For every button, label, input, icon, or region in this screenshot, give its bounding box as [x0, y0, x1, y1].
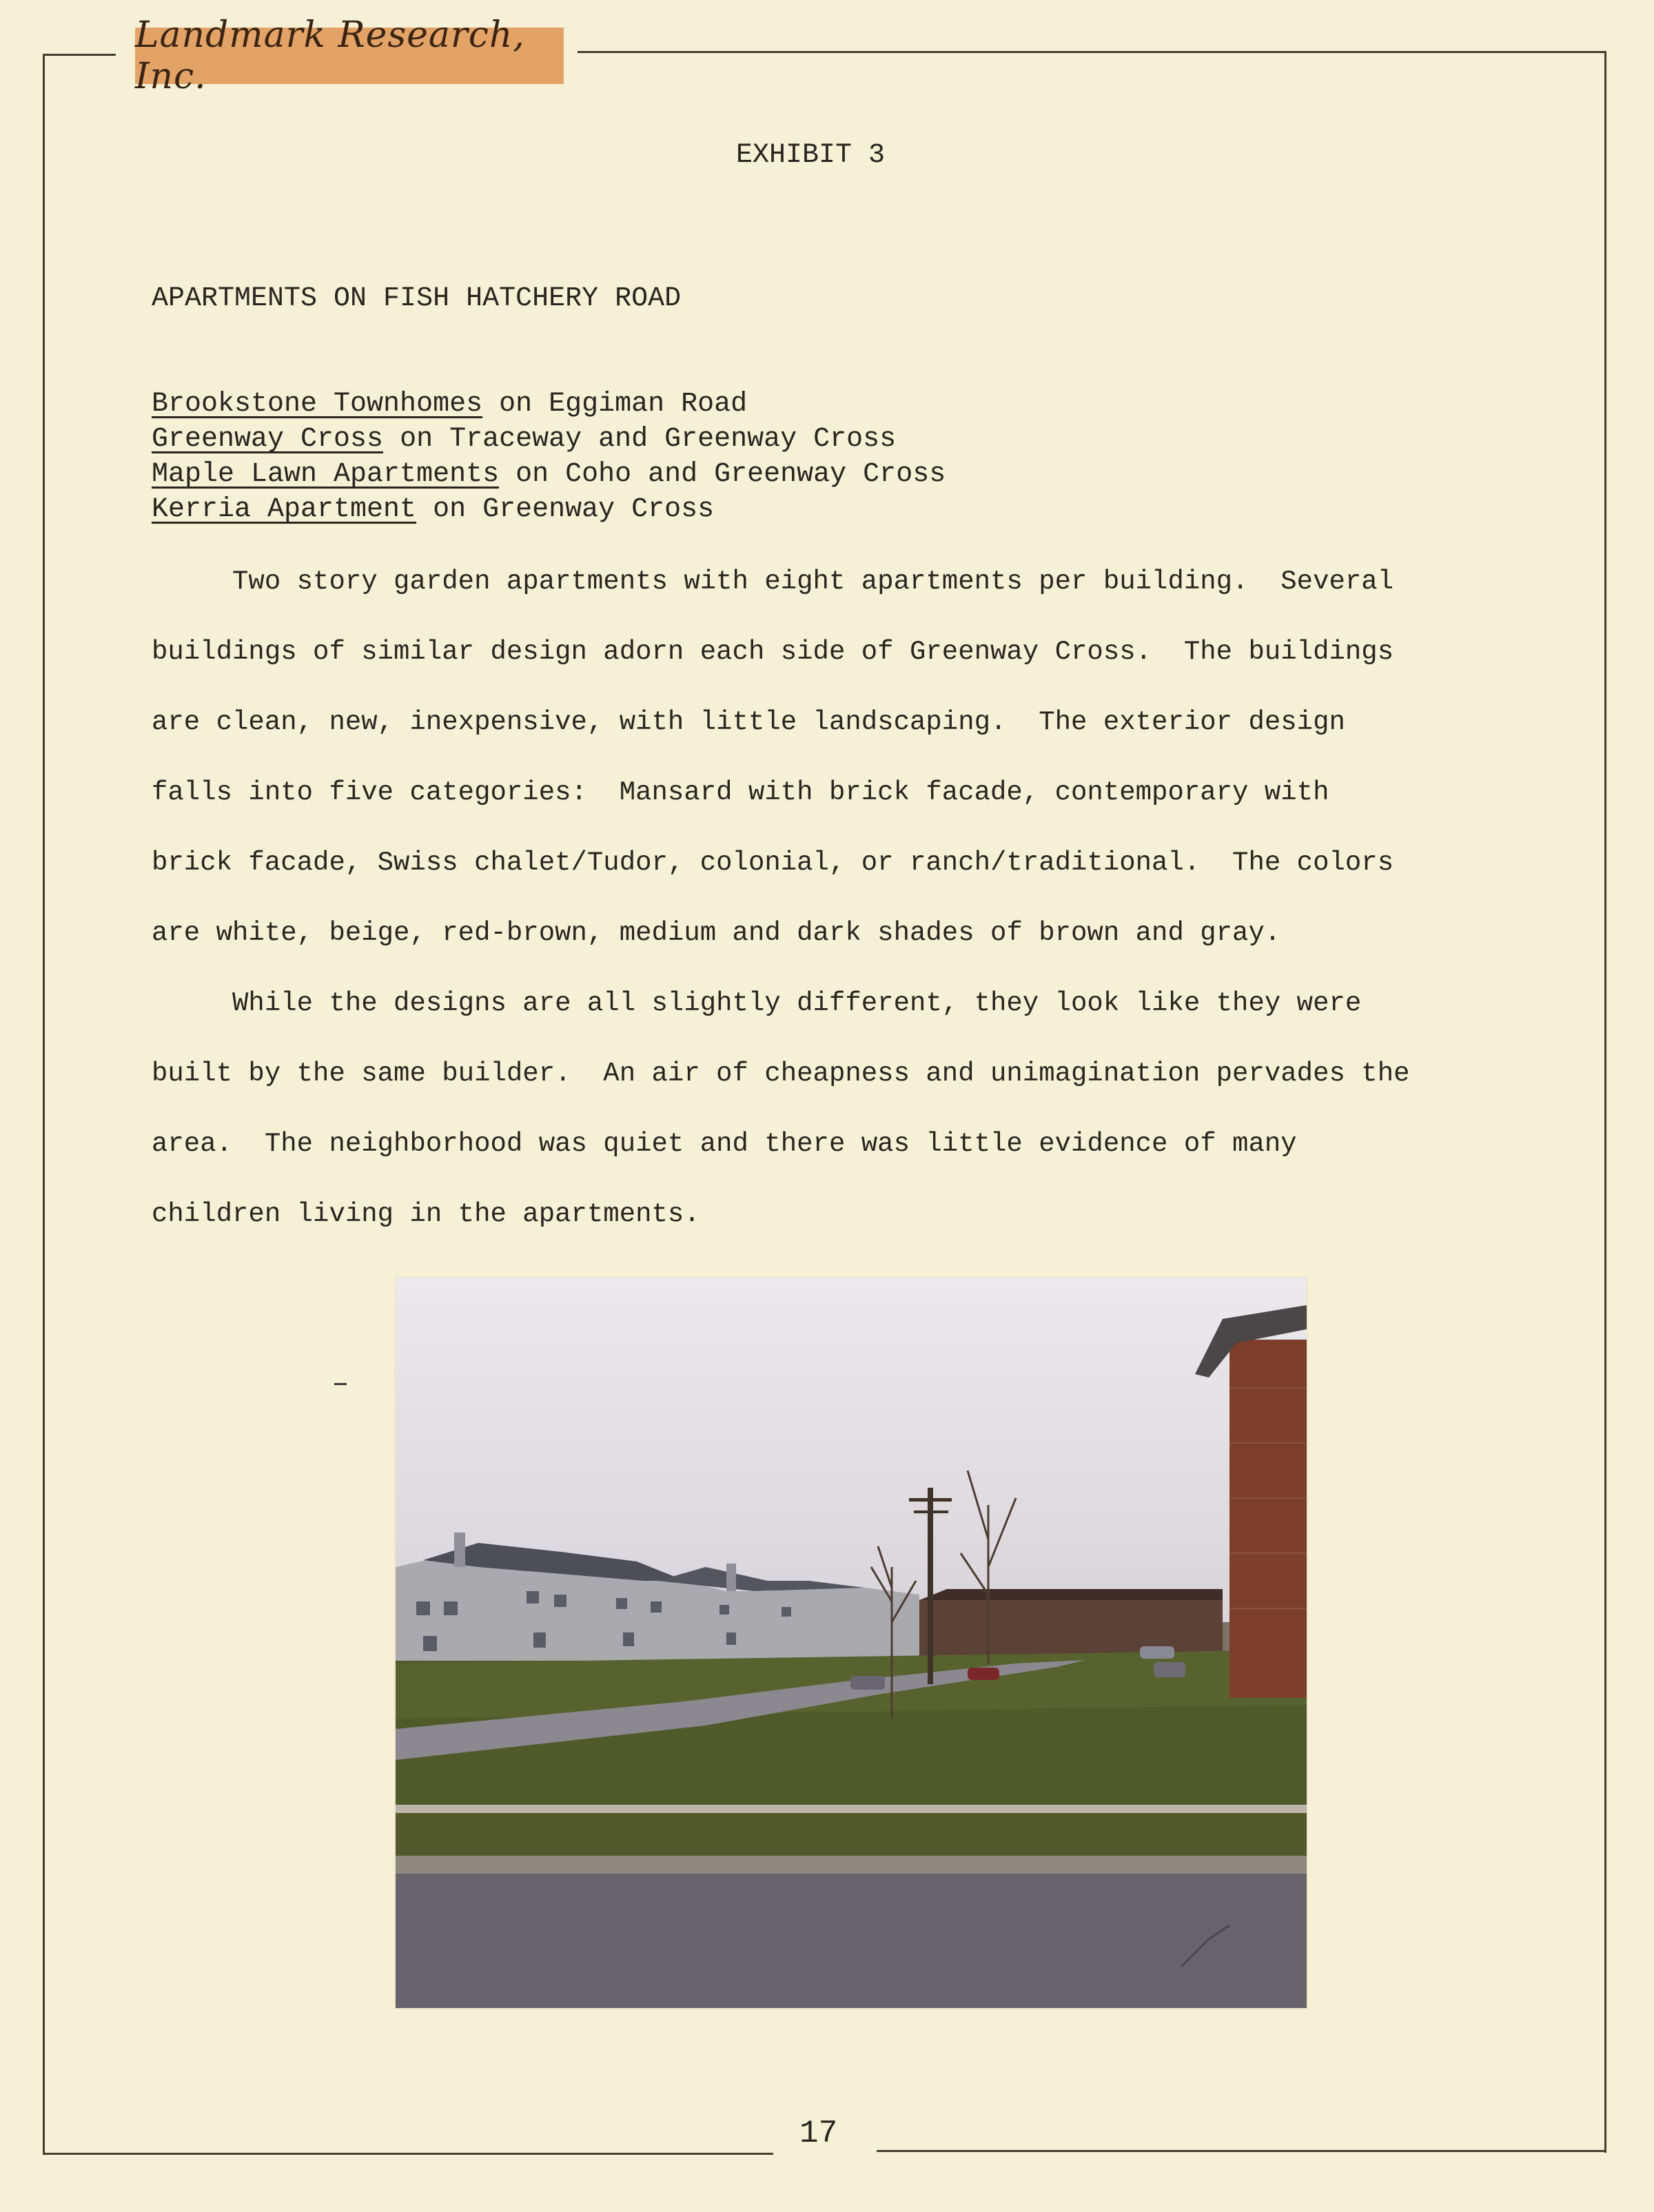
body-text-line: While the designs are all slightly different, they look like they were — [152, 988, 1362, 1018]
body-text-line: buildings of similar design adorn each side of Greenway Cross. The buildings — [152, 637, 1394, 667]
company-logo: Landmark Research, Inc. — [135, 28, 564, 84]
frame-top-left — [43, 54, 116, 56]
location-detail: on Traceway and Greenway Cross — [383, 424, 897, 455]
section-heading: APARTMENTS ON FISH HATCHERY ROAD — [152, 283, 682, 314]
photo-illustration — [396, 1278, 1307, 2008]
location-name: Brookstone Townhomes — [152, 389, 483, 420]
frame-right — [1604, 51, 1606, 2153]
location-detail: on Eggiman Road — [482, 389, 748, 420]
location-name: Greenway Cross — [152, 424, 384, 455]
frame-left — [43, 54, 45, 2154]
location-item — [152, 388, 747, 421]
exhibit-title: EXHIBIT 3 — [736, 140, 886, 171]
body-text-line: are white, beige, red-brown, medium and dark shades of brown and gray. — [152, 918, 1281, 948]
frame-top-right — [578, 51, 1606, 53]
stray-mark — [334, 1383, 347, 1385]
body-text-line: children living in the apartments. — [152, 1199, 700, 1229]
location-item — [152, 423, 896, 456]
frame-bottom-right — [877, 2150, 1606, 2152]
body-text-line: area. The neighborhood was quiet and there was little evidence of many — [152, 1129, 1297, 1159]
body-text-line: falls into five categories: Mansard with brick facade, contemporary with — [152, 777, 1329, 808]
body-text-line: built by the same builder. An air of cheapness and unimagination pervades the — [152, 1058, 1410, 1089]
location-item — [152, 493, 714, 526]
body-text-line: are clean, new, inexpensive, with little landscaping. The exterior design — [152, 707, 1345, 737]
location-detail: on Coho and Greenway Cross — [499, 459, 946, 490]
location-name: Maple Lawn Apartments — [152, 459, 500, 490]
frame-bottom-left — [43, 2153, 773, 2155]
location-detail: on Greenway Cross — [416, 494, 715, 525]
body-text-line: Two story garden apartments with eight apartments per building. Several — [152, 566, 1394, 597]
body-text-line: brick facade, Swiss chalet/Tudor, colonial, or ranch/traditional. The colors — [152, 848, 1394, 878]
page-number: 17 — [799, 2116, 838, 2151]
location-item — [152, 458, 946, 491]
location-name: Kerria Apartment — [152, 494, 417, 525]
neighborhood-photo — [394, 1276, 1308, 2009]
